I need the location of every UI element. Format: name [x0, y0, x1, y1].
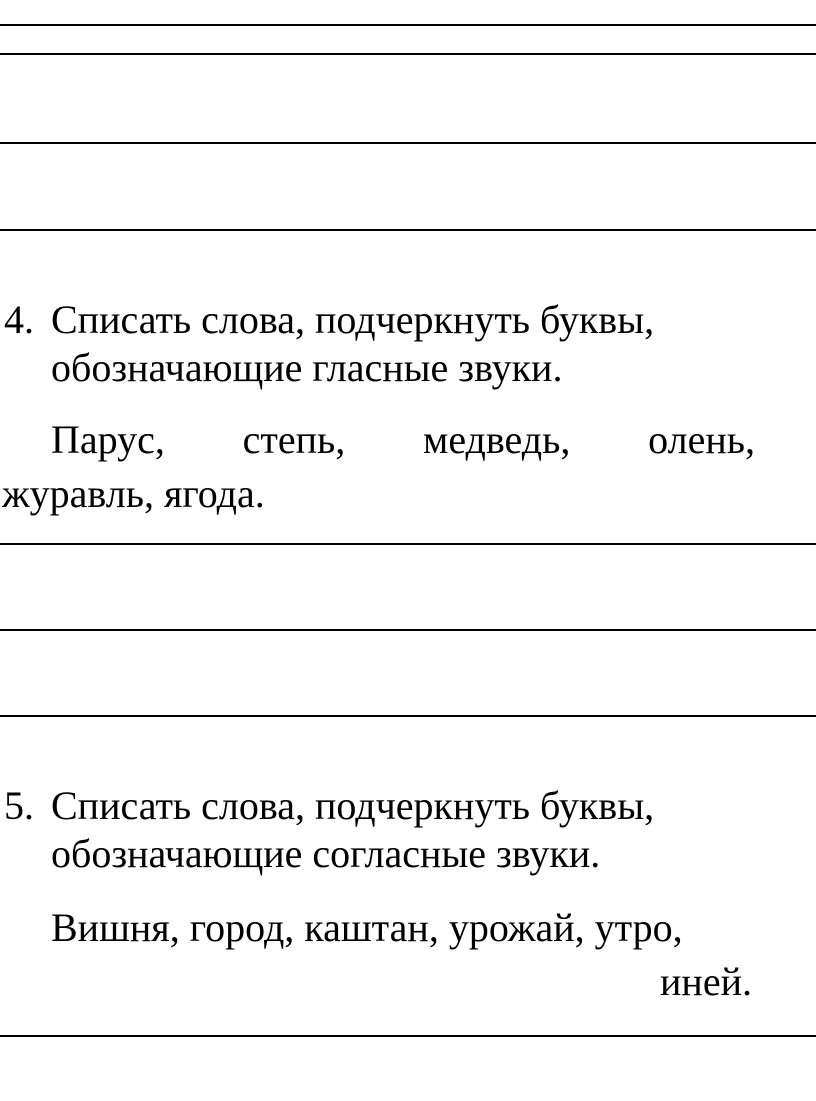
instruction-line: обозначающие гласные звуки.	[51, 345, 563, 390]
word: Парус,	[51, 417, 165, 462]
task-instruction	[51, 296, 771, 392]
instruction-line: Списать слова, подчеркнуть буквы,	[51, 783, 655, 828]
word-list-line: Вишня, город, каштан, урожай, утро,	[51, 905, 683, 950]
writing-line	[0, 53, 816, 55]
writing-line	[0, 142, 816, 144]
word-list-line: иней.	[660, 959, 752, 1004]
writing-line	[0, 715, 816, 717]
word-list-line: журавль, ягода.	[2, 471, 265, 516]
task-number: 4.	[4, 297, 34, 342]
writing-line	[0, 229, 816, 231]
word-list-line	[51, 416, 755, 464]
writing-line	[0, 629, 816, 631]
writing-line	[0, 1035, 816, 1037]
task-number: 5.	[4, 783, 34, 828]
writing-line	[0, 543, 816, 545]
instruction-line: Списать слова, подчеркнуть буквы,	[51, 297, 655, 342]
instruction-line: обозначающие согласные звуки.	[51, 831, 601, 876]
word: олень,	[648, 417, 755, 462]
task-instruction	[51, 782, 771, 878]
writing-line	[0, 24, 816, 26]
word: степь,	[242, 417, 346, 462]
word: медведь,	[423, 417, 571, 462]
